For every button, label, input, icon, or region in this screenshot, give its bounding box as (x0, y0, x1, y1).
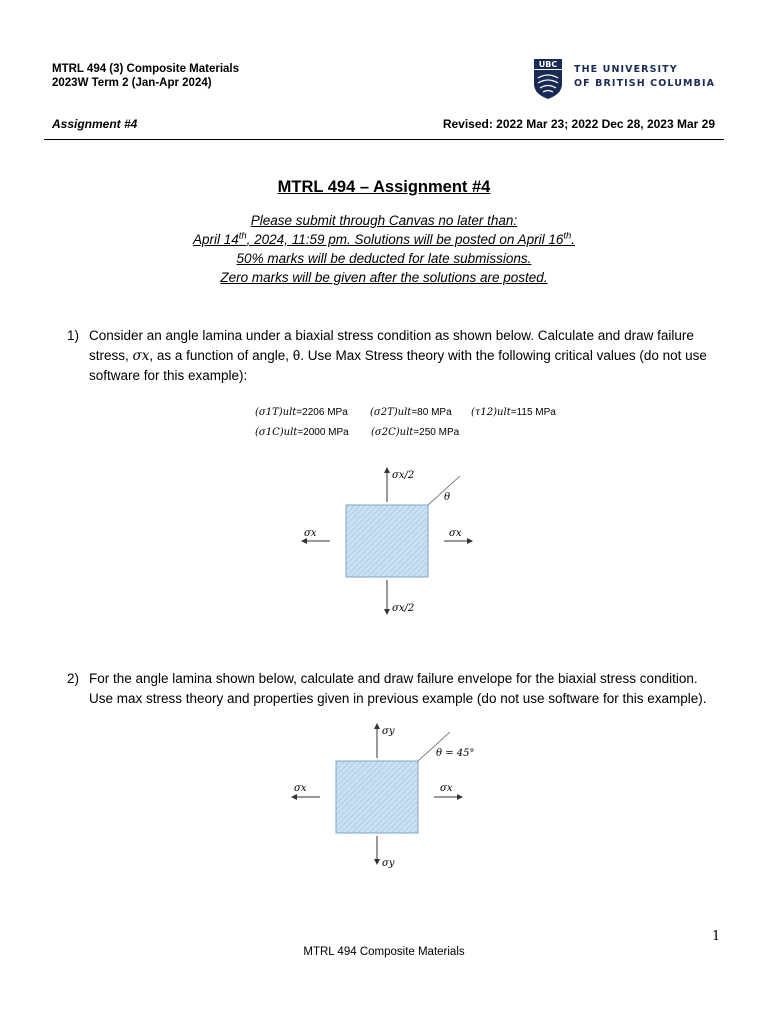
question-1 (67, 326, 747, 386)
criterion-t12: (τ12)ult=115 MPa (471, 407, 556, 418)
criterion-s1t: (σ1T)ult=2206 MPa (255, 407, 348, 418)
submission-notice (0, 211, 768, 287)
figure-1-stress-element (290, 462, 490, 622)
university-name-line2: OF BRITISH COLUMBIA (574, 78, 716, 89)
question-1-line-2: stress, σx, as a function of angle, θ. Use Max Stress theory with the following critical values (do not use (89, 347, 707, 364)
notice-line-2: April 14th, 2024, 11:59 pm. Solutions will be posted on April 16th. (193, 230, 575, 247)
label-bottom: σx/2 (392, 603, 415, 614)
label-left: σx (304, 528, 317, 539)
assignment-label: Assignment #4 (52, 117, 138, 131)
label-angle: θ = 45° (436, 748, 475, 759)
label-top: σx/2 (392, 470, 415, 481)
term-line: 2023W Term 2 (Jan-Apr 2024) (52, 77, 212, 89)
question-1-line-3: software for this example): (89, 368, 248, 383)
criterion-s2c: (σ2C)ult=250 MPa (371, 427, 460, 438)
label-bottom: σy (382, 858, 395, 869)
question-2 (67, 669, 757, 709)
question-2-line-2: Use max stress theory and properties given in previous example (do not use software for this example). (89, 690, 707, 706)
question-2-line-1: For the angle lamina shown below, calculate and draw failure envelope for the biaxial stress condition. (89, 671, 698, 686)
criterion-s1c: (σ1C)ult=2000 MPa (255, 427, 349, 438)
lamina-square (346, 505, 428, 577)
criterion-s2t: (σ2T)ult=80 MPa (370, 407, 452, 418)
notice-line-1: Please submit through Canvas no later than: (250, 213, 518, 228)
course-line: MTRL 494 (3) Composite Materials (52, 63, 240, 75)
question-2-number: 2) (67, 671, 80, 686)
lamina-square (336, 761, 418, 833)
label-top: σy (382, 726, 395, 737)
university-name-line1: THE UNIVERSITY (574, 64, 678, 75)
notice-line-4: Zero marks will be given after the solutions are posted. (220, 270, 548, 285)
header-divider (44, 139, 724, 140)
question-1-number: 1) (67, 328, 80, 343)
ubc-crest-logo (533, 58, 563, 100)
notice-line-3: 50% marks will be deducted for late submissions. (236, 251, 532, 266)
footer-course: MTRL 494 Composite Materials (303, 946, 465, 958)
revised-dates: Revised: 2022 Mar 23; 2022 Dec 28, 2023 Mar 29 (442, 117, 715, 131)
figure-2-stress-element (280, 718, 490, 874)
label-left: σx (294, 783, 307, 794)
label-right: σx (449, 528, 462, 539)
question-1-line-1: Consider an angle lamina under a biaxial stress condition as shown below. Calculate and draw failure (89, 328, 694, 343)
ubc-badge-text: UBC (538, 60, 558, 69)
label-angle: θ (444, 492, 451, 503)
label-right: σx (440, 783, 453, 794)
page-number: 1 (712, 929, 721, 944)
page-title: MTRL 494 – Assignment #4 (277, 178, 491, 196)
